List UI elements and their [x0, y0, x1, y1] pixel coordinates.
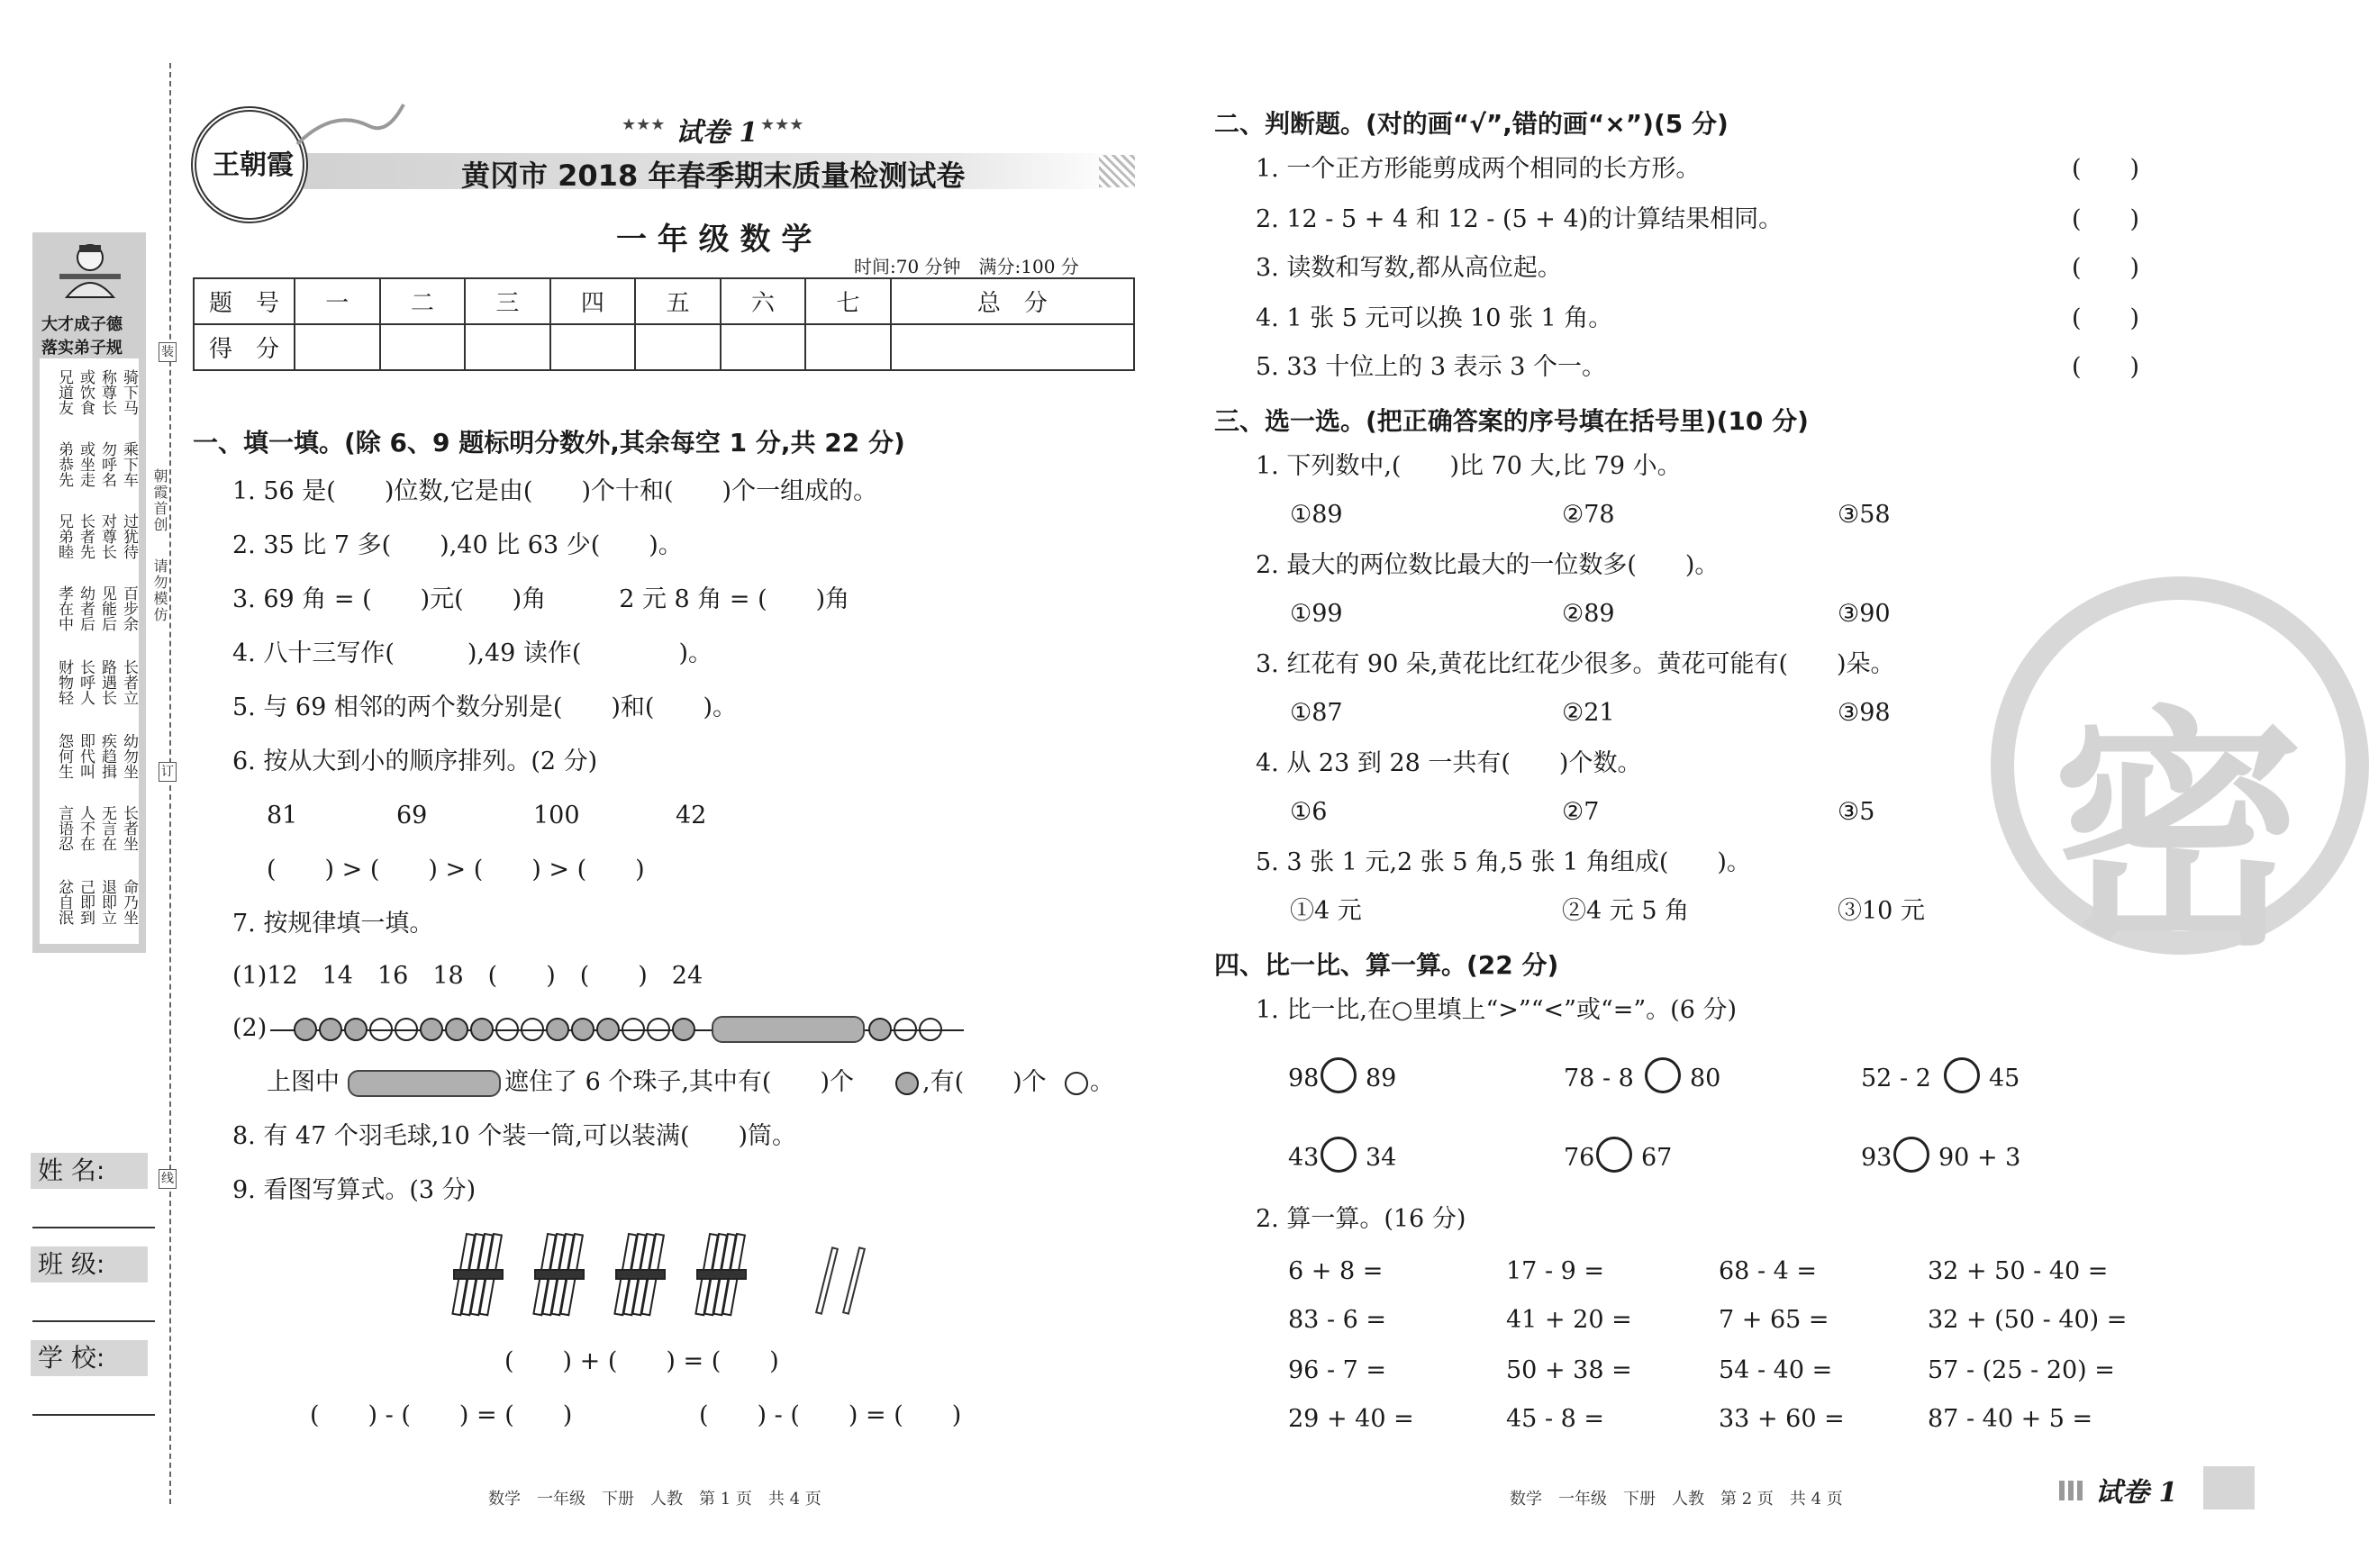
s2-item-5: 5. 33 十位上的 3 表示 3 个一。 [1256, 353, 1606, 381]
bead-empty [622, 1018, 645, 1041]
score-cell: 题 号 [194, 278, 295, 324]
motto-col: 弟恭先 [55, 441, 73, 487]
s1-q6-number: 81 [267, 802, 298, 829]
score-table-header [194, 278, 1134, 324]
bead-cover-bar [712, 1016, 865, 1043]
s2-item-3: 3. 读数和写数,都从高位起。 [1256, 254, 1562, 282]
motto-col: 兄弟睦 [55, 513, 73, 559]
score-row-label: 得 分 [194, 324, 295, 370]
s1-q7-part2-text-d: 。 [1090, 1068, 1114, 1096]
s2-answer-blank[interactable]: ( ) [2072, 205, 2140, 233]
motto-col: 勿呼名 [98, 441, 116, 487]
sidebar-figure [54, 241, 126, 304]
s3-question-5: 5. 3 张 1 元,2 张 5 角,5 张 1 角组成( )。 [1256, 848, 1751, 876]
compare-left: 76 [1564, 1144, 1595, 1172]
s1-question-1: 1. 56 是( )位数,它是由( )个十和( )个一组成的。 [232, 477, 878, 505]
s1-q6-number: 69 [396, 802, 428, 829]
score-cell: 四 [550, 278, 636, 324]
s3-q1-option: ①89 [1290, 501, 1343, 529]
motto-col: 长者立 [120, 659, 138, 705]
motto-col: 财物轻 [55, 659, 73, 705]
s1-question-8: 8. 有 47 个羽毛球,10 个装一筒,可以装满( )筒。 [232, 1122, 797, 1150]
cover-bar-inline [348, 1070, 501, 1097]
score-input-cell[interactable] [721, 324, 806, 370]
page-tag: 试卷 1 [2095, 1477, 2178, 1509]
score-input-cell[interactable] [891, 324, 1134, 370]
motto-col: 见能后 [98, 585, 116, 631]
name-label: 姓 名: [31, 1153, 148, 1189]
motto-col: 路遇长 [98, 659, 116, 705]
section-2-title: 二、判断题。(对的画“√”,错的画“×”)(5 分) [1214, 109, 1729, 139]
s3-q5-option: ①4 元 [1290, 897, 1362, 925]
title-band-dots [1099, 155, 1135, 187]
bead-filled [294, 1018, 317, 1041]
bead-filled [344, 1018, 368, 1041]
s3-q2-option: ③90 [1838, 600, 1891, 628]
note-no-copy: 请勿模仿 [151, 558, 168, 623]
confidential-stamp-char: 密 [2052, 686, 2304, 980]
time-info: 时间:70 分钟 满分:100 分 [854, 256, 1079, 277]
compare-right: 89 [1366, 1065, 1397, 1092]
compare-right: 90 + 3 [1938, 1144, 2021, 1172]
s1-question-7: 7. 按规律填一填。 [232, 910, 434, 938]
bead-empty [647, 1018, 670, 1041]
section-1-title: 一、填一填。(除 6、9 题标明分数外,其余每空 1 分,共 22 分) [193, 428, 905, 458]
bead-filled [319, 1018, 342, 1041]
s1-question-9: 9. 看图写算式。(3 分) [232, 1176, 477, 1204]
stick-bundle-icon [531, 1230, 589, 1324]
motto-col: 己即到 [77, 879, 95, 925]
s1-question-2: 2. 35 比 7 多( ),40 比 63 少( )。 [232, 531, 683, 559]
s2-answer-blank[interactable]: ( ) [2072, 304, 2140, 332]
note-original: 朝霞首创 [151, 468, 168, 533]
score-cell: 总 分 [891, 278, 1134, 324]
motto-col: 孝在中 [55, 585, 73, 631]
motto-col: 无言在 [98, 805, 116, 851]
compare-left: 43 [1288, 1144, 1320, 1172]
school-label: 学 校: [31, 1340, 148, 1376]
score-cell: 六 [721, 278, 806, 324]
s4-question-2: 2. 算一算。(16 分) [1256, 1205, 1466, 1233]
score-cell: 一 [295, 278, 380, 324]
calc-item: 83 - 6 = [1288, 1306, 1387, 1334]
calc-item: 17 - 9 = [1506, 1257, 1605, 1285]
s3-q2-option: ②89 [1562, 600, 1615, 628]
s1-q7-part1: (1)12 14 16 18 ( ) ( ) 24 [232, 962, 703, 990]
header-stars-right: ★★★ [760, 115, 804, 134]
s3-question-4: 4. 从 23 到 28 一共有( )个数。 [1256, 749, 1642, 777]
s3-q1-option: ③58 [1838, 501, 1891, 529]
score-input-cell[interactable] [465, 324, 550, 370]
calc-item: 32 + 50 - 40 = [1928, 1257, 2109, 1285]
s3-question-3: 3. 红花有 90 朵,黄花比红花少很多。黄花可能有( )朵。 [1256, 650, 1895, 678]
page-tag-box [2203, 1466, 2255, 1509]
score-input-cell[interactable] [380, 324, 466, 370]
bead-filled [672, 1018, 695, 1041]
class-field-line[interactable] [32, 1320, 155, 1322]
score-input-cell[interactable] [295, 324, 380, 370]
bead-empty-inline [1065, 1072, 1088, 1095]
bead-filled [470, 1018, 494, 1041]
s4-question-1: 1. 比一比,在○里填上“>”“<”或“=”。(6 分) [1256, 996, 1738, 1024]
motto-col: 忿自泯 [55, 879, 73, 925]
s2-item-2: 2. 12 - 5 + 4 和 12 - (5 + 4)的计算结果相同。 [1256, 205, 1784, 233]
motto-col: 怨何生 [55, 733, 73, 779]
compare-right: 80 [1690, 1065, 1721, 1092]
motto-col: 长呼人 [77, 659, 95, 705]
calc-item: 96 - 7 = [1288, 1356, 1387, 1384]
logo-ribbon [297, 99, 405, 157]
s1-q7-part2-label: (2) [232, 1014, 268, 1042]
sidebar-slogan-2: 落实弟子规 [41, 339, 123, 358]
s1-question-6: 6. 按从大到小的顺序排列。(2 分) [232, 748, 598, 775]
calc-item: 7 + 65 = [1719, 1306, 1829, 1334]
s2-item-4: 4. 1 张 5 元可以换 10 张 1 角。 [1256, 304, 1613, 332]
s3-q3-option: ①87 [1290, 699, 1343, 727]
calc-item: 45 - 8 = [1506, 1405, 1605, 1433]
s3-q4-option: ③5 [1838, 798, 1875, 826]
score-cell: 三 [465, 278, 550, 324]
calc-item: 68 - 4 = [1719, 1257, 1818, 1285]
compare-circle[interactable] [1321, 1137, 1357, 1173]
s1-question-5: 5. 与 69 相邻的两个数分别是( )和( )。 [232, 693, 737, 721]
single-stick-icon [815, 1246, 839, 1315]
bead-empty [521, 1018, 544, 1041]
bead-filled [571, 1018, 595, 1041]
calc-item: 6 + 8 = [1288, 1257, 1384, 1285]
bead-filled [420, 1018, 443, 1041]
section-4-title: 四、比一比、算一算。(22 分) [1214, 950, 1559, 980]
stick-bundle-icon [613, 1230, 670, 1324]
bead-filled [445, 1018, 468, 1041]
bead-empty [495, 1018, 519, 1041]
s1-q6-blanks: ( ) > ( ) > ( ) > ( ) [267, 856, 645, 884]
name-field-line[interactable] [32, 1227, 155, 1228]
calc-item: 32 + (50 - 40) = [1928, 1306, 2128, 1334]
bead-empty [894, 1018, 917, 1041]
motto-col: 或坐走 [77, 441, 95, 487]
calc-item: 57 - (25 - 20) = [1928, 1356, 2115, 1384]
s3-question-1: 1. 下列数中,( )比 70 大,比 79 小。 [1256, 452, 1682, 480]
s1-q6-number: 100 [533, 802, 580, 829]
bead-filled [546, 1018, 569, 1041]
motto-col: 或饮食 [77, 369, 95, 415]
publisher-logo-text: 王朝霞 [213, 150, 294, 181]
score-cell: 五 [635, 278, 721, 324]
motto-col: 过犹待 [120, 513, 138, 559]
motto-col: 乘下车 [120, 441, 138, 487]
page-tag-dots [2059, 1481, 2086, 1500]
binding-dashed-line [169, 63, 171, 1504]
paper-badge: 试卷 1 [676, 117, 758, 149]
calc-item: 33 + 60 = [1719, 1405, 1845, 1433]
s1-q7-part2-text-b: 遮住了 6 个珠子,其中有( )个 [504, 1068, 854, 1096]
motto-col: 人不在 [77, 805, 95, 851]
s3-q5-option: ③10 元 [1838, 897, 1925, 925]
motto-col: 称尊长 [98, 369, 116, 415]
motto-col: 幼勿坐 [120, 733, 138, 779]
s3-q1-option: ②78 [1562, 501, 1615, 529]
s3-q5-option: ②4 元 5 角 [1562, 897, 1690, 925]
score-input-cell[interactable] [805, 324, 891, 370]
bead-filled-inline [895, 1072, 919, 1095]
compare-right: 34 [1366, 1144, 1397, 1172]
stick-bundle-icon [694, 1230, 751, 1324]
calc-item: 29 + 40 = [1288, 1405, 1414, 1433]
compare-circle[interactable] [1944, 1057, 1980, 1093]
motto-col: 即代叫 [77, 733, 95, 779]
s2-answer-blank[interactable]: ( ) [2072, 155, 2140, 183]
score-input-cell[interactable] [550, 324, 636, 370]
calc-item: 54 - 40 = [1719, 1356, 1833, 1384]
motto-col: 疾趋揖 [98, 733, 116, 779]
s1-q9-equation-1: ( ) + ( ) = ( ) [504, 1347, 779, 1375]
bead-empty [919, 1018, 942, 1041]
score-cell: 七 [805, 278, 891, 324]
bead-filled [596, 1018, 620, 1041]
binding-mark: 装 [159, 342, 177, 362]
binding-mark: 订 [159, 762, 177, 782]
s3-q3-option: ③98 [1838, 699, 1891, 727]
footer-left: 数学 一年级 下册 人教 第 1 页 共 4 页 [488, 1490, 821, 1509]
bead-filled [868, 1018, 892, 1041]
score-input-cell[interactable] [635, 324, 721, 370]
s1-q7-part2-text-a: 上图中 [267, 1068, 340, 1096]
s3-q3-option: ②21 [1562, 699, 1615, 727]
s1-q6-number: 42 [676, 802, 707, 829]
motto-col: 命乃坐 [120, 879, 138, 925]
motto-col: 长者先 [77, 513, 95, 559]
bead-empty [369, 1018, 393, 1041]
motto-col: 幼者后 [77, 585, 95, 631]
calc-item: 87 - 40 + 5 = [1928, 1405, 2093, 1433]
motto-col: 百步余 [120, 585, 138, 631]
motto-col: 兄道友 [55, 369, 73, 415]
s3-q4-option: ②7 [1562, 798, 1600, 826]
s1-q7-part2-text-c: ,有( )个 [922, 1068, 1047, 1096]
bead-empty [395, 1018, 418, 1041]
score-table [193, 277, 1135, 371]
motto-col: 长者坐 [120, 805, 138, 851]
s1-question-4: 4. 八十三写作( ),49 读作( )。 [232, 639, 713, 667]
compare-circle[interactable] [1645, 1057, 1681, 1093]
motto-col: 对尊长 [98, 513, 116, 559]
s2-answer-blank[interactable]: ( ) [2072, 353, 2140, 381]
s1-question-3: 3. 69 角 = ( )元( )角 2 元 8 角 = ( )角 [232, 585, 850, 613]
s2-answer-blank[interactable]: ( ) [2072, 254, 2140, 282]
school-field-line[interactable] [32, 1414, 155, 1416]
binding-mark: 线 [159, 1169, 177, 1189]
motto-col: 骑下马 [120, 369, 138, 415]
compare-left: 93 [1861, 1144, 1892, 1172]
exam-title: 黄冈市 2018 年春季期末质量检测试卷 [461, 159, 966, 193]
calc-item: 50 + 38 = [1506, 1356, 1632, 1384]
class-label: 班 级: [31, 1246, 148, 1282]
single-stick-icon [842, 1246, 866, 1315]
calc-item: 41 + 20 = [1506, 1306, 1632, 1334]
header-stars-left: ★★★ [622, 115, 666, 134]
stick-bundle-icon [450, 1230, 508, 1324]
section-3-title: 三、选一选。(把正确答案的序号填在括号里)(10 分) [1214, 406, 1809, 436]
score-cell: 二 [380, 278, 466, 324]
score-table-row [194, 324, 1134, 370]
s3-q4-option: ①6 [1290, 798, 1328, 826]
s3-q2-option: ①99 [1290, 600, 1343, 628]
compare-left: 52 - 2 [1861, 1065, 1931, 1092]
compare-left: 78 - 8 [1564, 1065, 1634, 1092]
s2-item-1: 1. 一个正方形能剪成两个相同的长方形。 [1256, 155, 1701, 183]
compare-circle[interactable] [1596, 1137, 1632, 1173]
compare-circle[interactable] [1893, 1137, 1929, 1173]
sidebar-slogan-1: 大才成子德 [41, 315, 123, 334]
motto-col: 退即立 [98, 879, 116, 925]
compare-left: 98 [1288, 1065, 1320, 1092]
compare-circle[interactable] [1321, 1057, 1357, 1093]
s1-q9-equation-3: ( ) - ( ) = ( ) [699, 1401, 962, 1429]
motto-col: 言语忍 [55, 805, 73, 851]
s3-question-2: 2. 最大的两位数比最大的一位数多( )。 [1256, 551, 1720, 579]
footer-right: 数学 一年级 下册 人教 第 2 页 共 4 页 [1510, 1490, 1843, 1509]
compare-right: 45 [1989, 1065, 2020, 1092]
subject-title: 一 年 级 数 学 [616, 222, 812, 258]
compare-right: 67 [1641, 1144, 1673, 1172]
s1-q9-equation-2: ( ) - ( ) = ( ) [310, 1401, 573, 1429]
